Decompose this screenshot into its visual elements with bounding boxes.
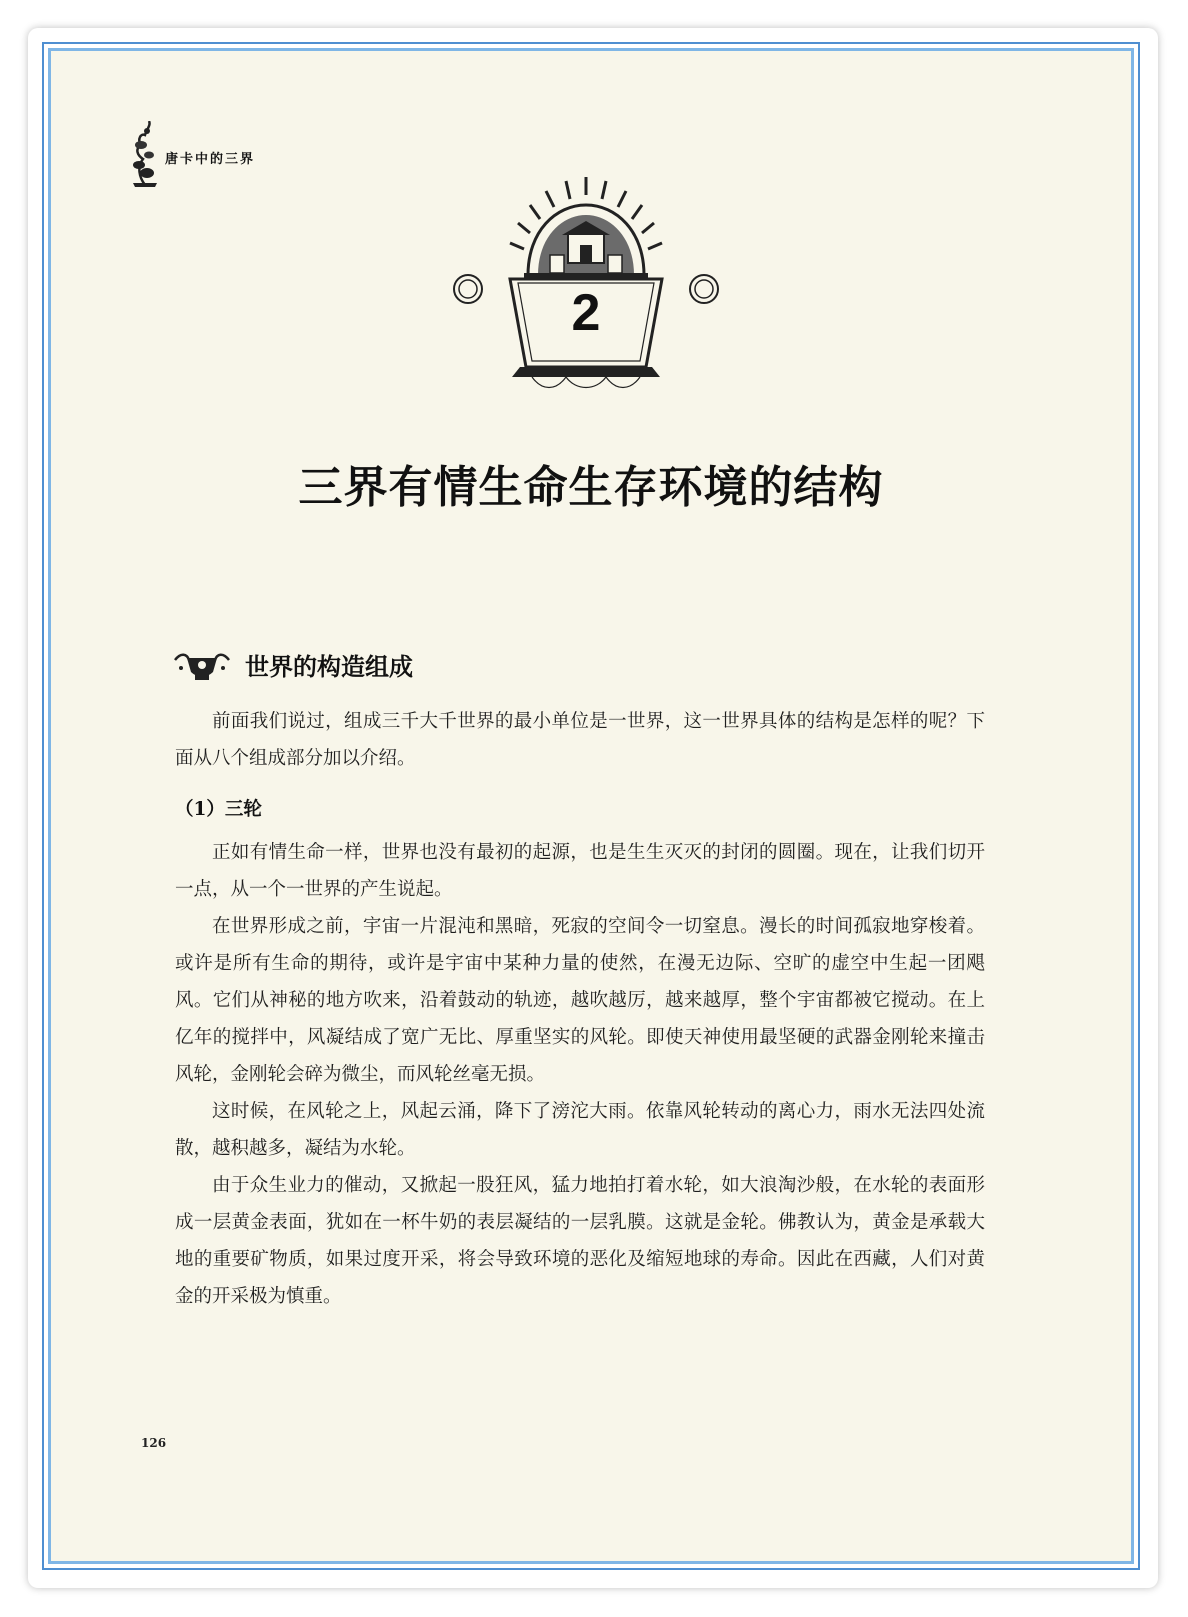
paragraph: 由于众生业力的催动，又掀起一股狂风，猛力地拍打着水轮，如大浪淘沙般，在水轮的表面形成一层黄金表面，犹如在一杯牛奶的表层凝结的一层乳膜。这就是金轮。佛教认为，黄金是承载大地的重要矿物质，如果过度开采，将会导致环境的恶化及缩短地球的寿命。因此在西藏，人们对黄金的开采极为慎重。 bbox=[175, 1175, 985, 1307]
chapter-title: 三界有情生命生存环境的结构 bbox=[298, 462, 884, 513]
plant-ornament-icon bbox=[129, 121, 161, 187]
chapter-emblem bbox=[446, 171, 726, 391]
paragraph: 正如有情生命一样，世界也没有最初的起源，也是生生灭灭的封闭的圆圈。现在，让我们切开一点，从一个一世界的产生说起。 bbox=[175, 842, 985, 900]
section-heading bbox=[173, 647, 413, 682]
page-number: 126 bbox=[141, 1436, 167, 1450]
paragraph: 在世界形成之前，宇宙一片混沌和黑暗，死寂的空间令一切窒息。漫长的时间孤寂地穿梭着。或许是所有生命的期待，或许是宇宙中某种力量的使然，在漫无边际、空旷的虚空中生起一团飓风。它们从神秘的地方吹来，沿着鼓动的轨迹，越吹越厉，越来越厚，整个宇宙都被它搅动。在上亿年的搅拌中，风凝结成了宽广无比、厚重坚实的风轮。即使天神使用最坚硬的武器金刚轮来撞击风轮，金刚轮会碎为微尘，而风轮丝毫无损。 bbox=[175, 916, 985, 1085]
treasure-vase-icon bbox=[173, 648, 231, 682]
paragraph: 这时候，在风轮之上，风起云涌，降下了滂沱大雨。依靠风轮转动的离心力，雨水无法四处流散，越积越多，凝结为水轮。 bbox=[175, 1101, 985, 1159]
chapter-number: 2 bbox=[571, 284, 601, 342]
running-header bbox=[129, 121, 255, 187]
intro-paragraph: 前面我们说过，组成三千大千世界的最小单位是一世界，这一世界具体的结构是怎样的呢？下面从八个组成部分加以介绍。 bbox=[175, 711, 985, 769]
body-text bbox=[175, 703, 985, 1315]
book-page bbox=[48, 48, 1134, 1564]
chapter-emblem-icon bbox=[446, 171, 726, 391]
section-title: 世界的构造组成 bbox=[245, 652, 413, 681]
subsection-title: （1）三轮 bbox=[175, 799, 262, 820]
running-title: 唐卡中的三界 bbox=[165, 152, 256, 167]
